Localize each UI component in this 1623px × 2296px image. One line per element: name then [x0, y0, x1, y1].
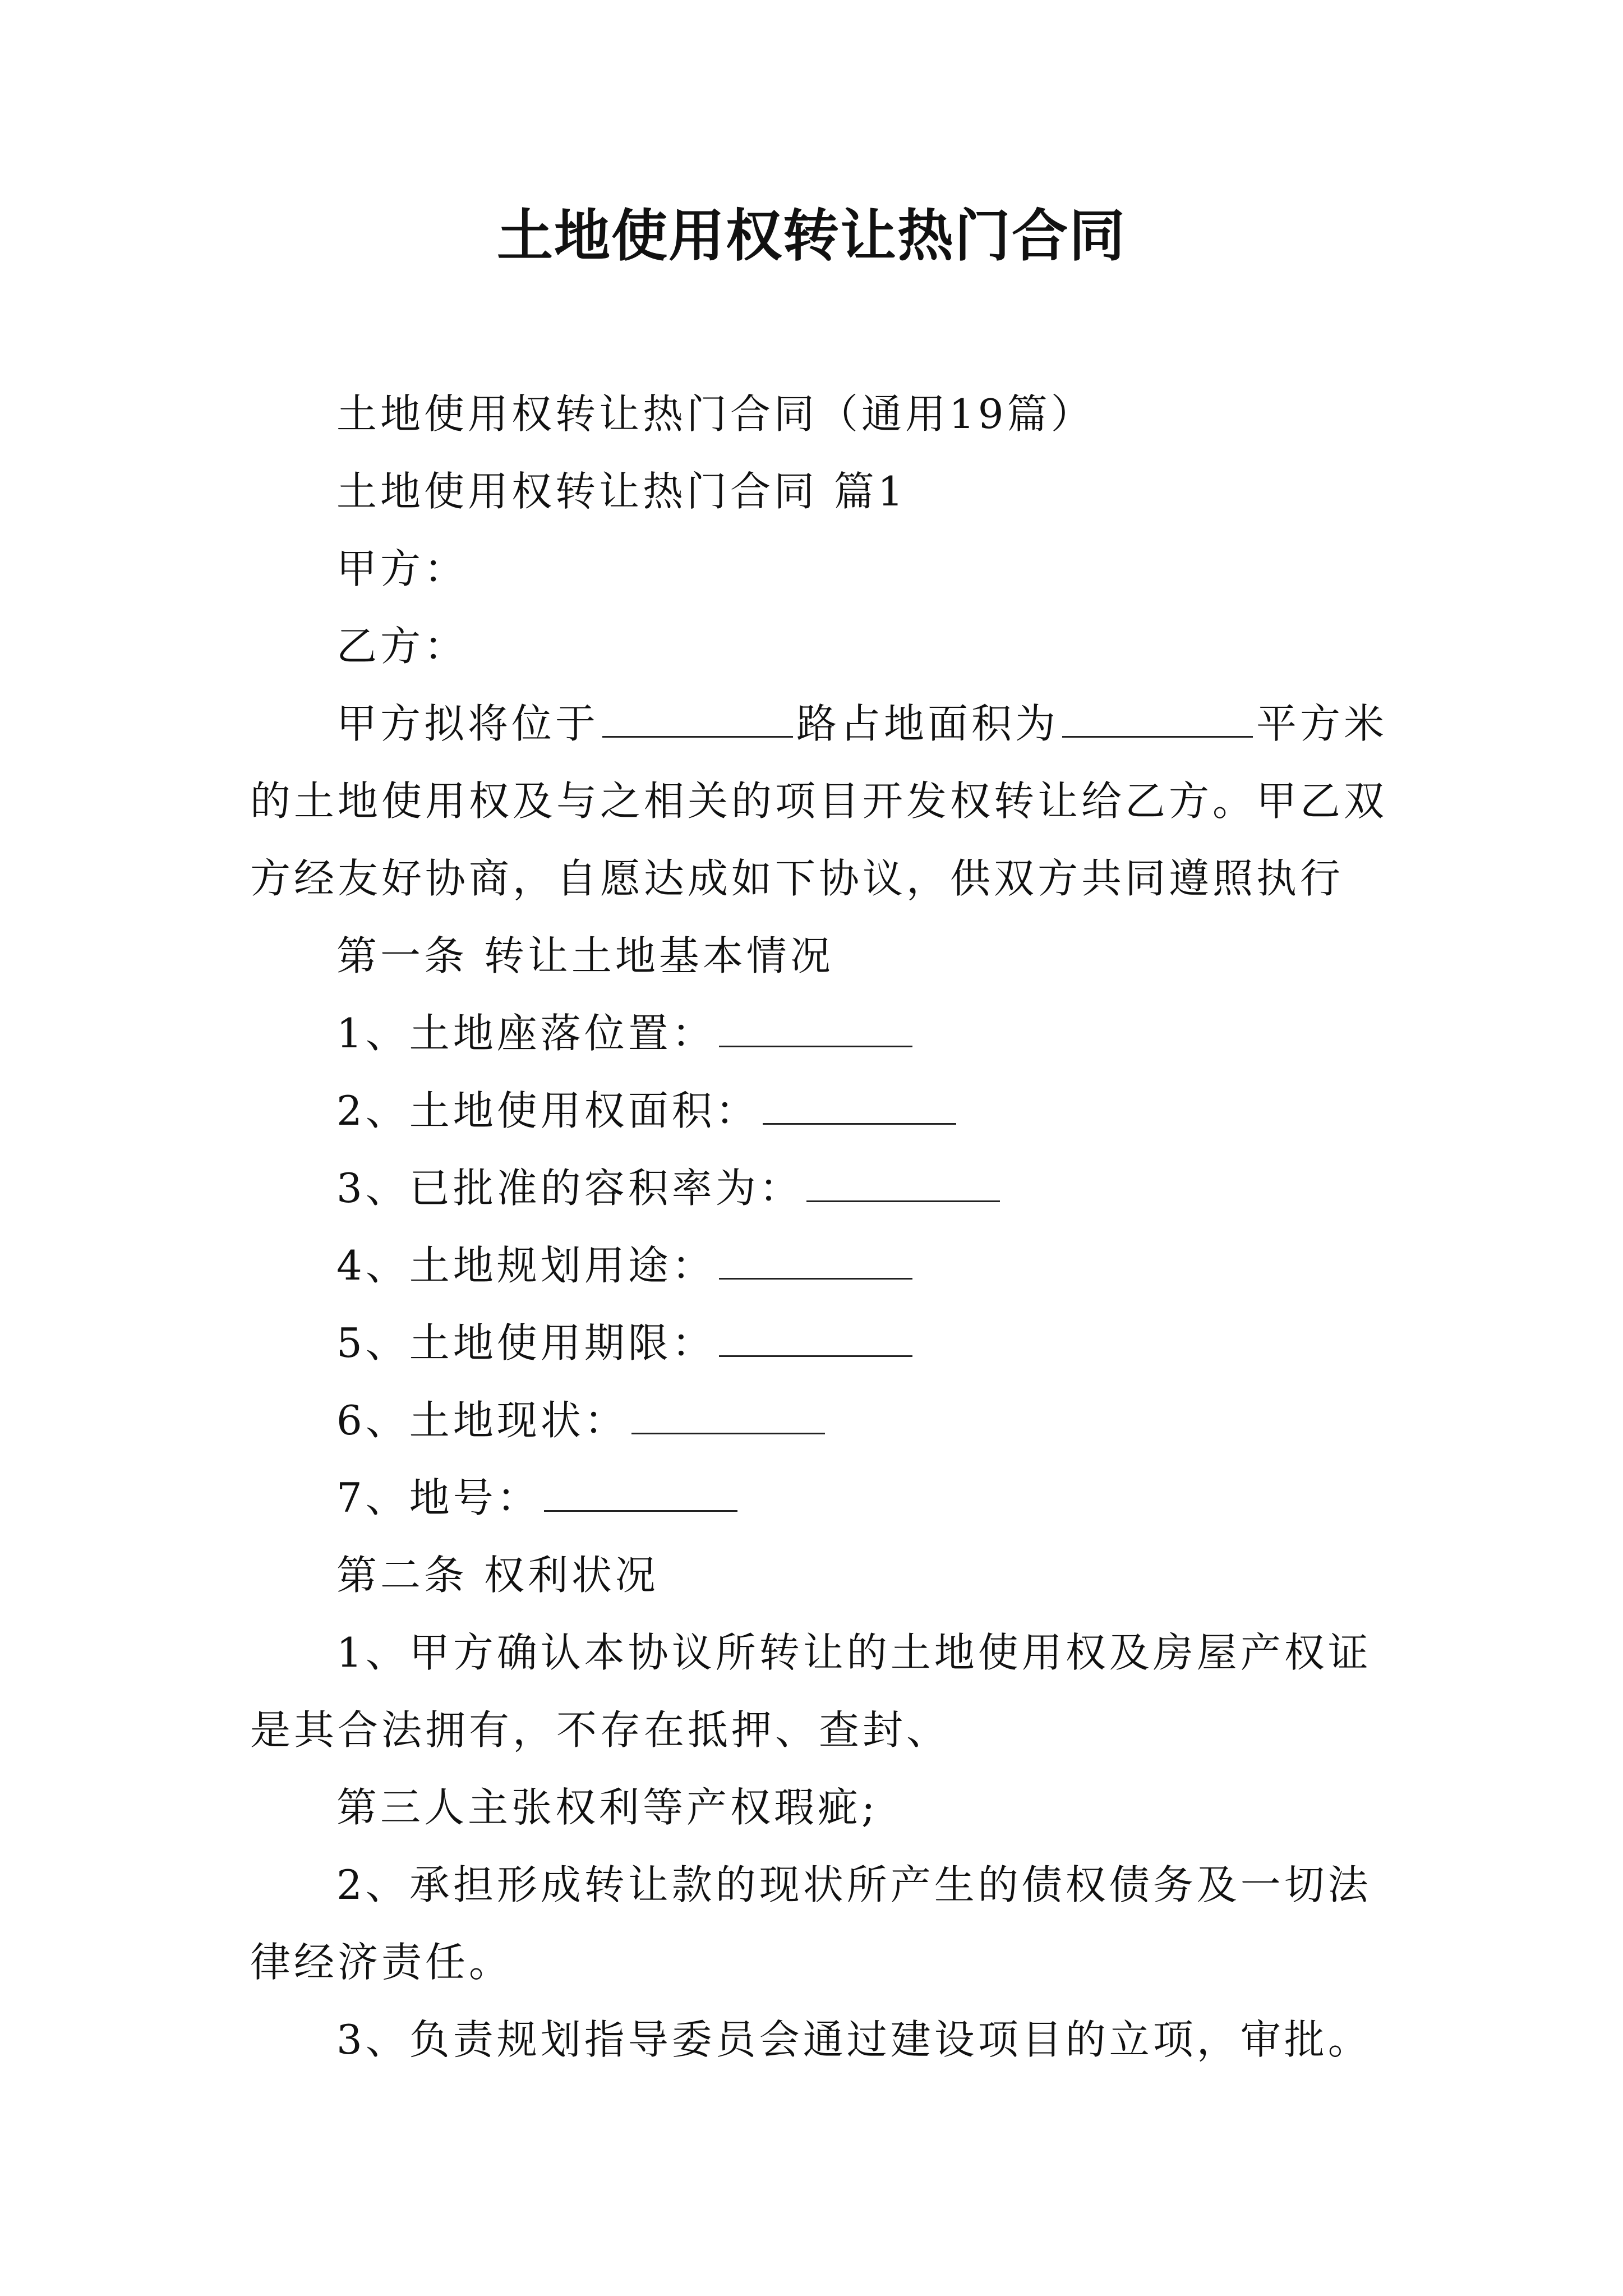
fill-in-blank	[719, 1239, 912, 1280]
text-fragment: 路占地面积为	[796, 700, 1059, 747]
list-item	[336, 1161, 1003, 1215]
list-item-label: 6、土地现状：	[336, 1397, 628, 1444]
paragraph-line: 的土地使用权及与之相关的项目开发权转让给乙方。甲乙双	[250, 777, 1388, 825]
list-item	[336, 1471, 741, 1525]
fill-in-blank	[719, 1006, 912, 1047]
paragraph-line: 2、承担形成转让款的现状所产生的债权债务及一切法	[336, 1861, 1372, 1908]
paragraph-line: 3、负责规划指导委员会通过建设项目的立项，审批。	[336, 2016, 1372, 2063]
list-item-label: 2、土地使用权面积：	[336, 1087, 759, 1134]
paragraph-line	[336, 697, 1387, 751]
paragraph-line: 律经济责任。	[250, 1939, 513, 1986]
list-item	[336, 1084, 960, 1138]
paragraph-line: 1、甲方确认本协议所转让的土地使用权及房屋产权证	[336, 1629, 1372, 1676]
list-item	[336, 1006, 916, 1060]
fill-in-blank	[763, 1084, 956, 1125]
fill-in-blank	[631, 1393, 825, 1434]
party-b-label: 乙方：	[336, 623, 468, 670]
fill-in-blank	[1062, 697, 1253, 738]
list-item	[336, 1393, 828, 1447]
list-item-label: 7、地号：	[336, 1474, 541, 1521]
section-heading: 土地使用权转让热门合同 篇1	[336, 468, 907, 515]
list-item	[336, 1239, 916, 1292]
fill-in-blank	[602, 697, 793, 738]
list-item-label: 1、土地座落位置：	[336, 1010, 716, 1057]
paragraph-line: 第三人主张权利等产权瑕疵;	[336, 1784, 879, 1831]
text-fragment: 甲方拟将位于	[336, 700, 600, 747]
text-fragment: 平方米	[1256, 700, 1388, 747]
article-heading: 第二条 权利状况	[336, 1552, 659, 1599]
party-a-label: 甲方：	[336, 545, 468, 592]
list-item-label: 4、土地规划用途：	[336, 1242, 716, 1289]
list-item	[336, 1316, 916, 1370]
document-title: 土地使用权转让热门合同	[497, 203, 1126, 269]
list-item-label: 3、已批准的容积率为：	[336, 1165, 803, 1212]
article-heading: 第一条 转让土地基本情况	[336, 932, 834, 979]
fill-in-blank	[544, 1471, 737, 1512]
fill-in-blank	[719, 1316, 912, 1357]
paragraph-line: 方经友好协商，自愿达成如下协议，供双方共同遵照执行	[250, 855, 1344, 902]
paragraph-line: 是其合法拥有，不存在抵押、查封、	[250, 1706, 951, 1754]
list-item-label: 5、土地使用期限：	[336, 1319, 716, 1366]
document-subtitle: 土地使用权转让热门合同（通用19篇）	[336, 390, 1095, 438]
fill-in-blank	[806, 1161, 1000, 1202]
